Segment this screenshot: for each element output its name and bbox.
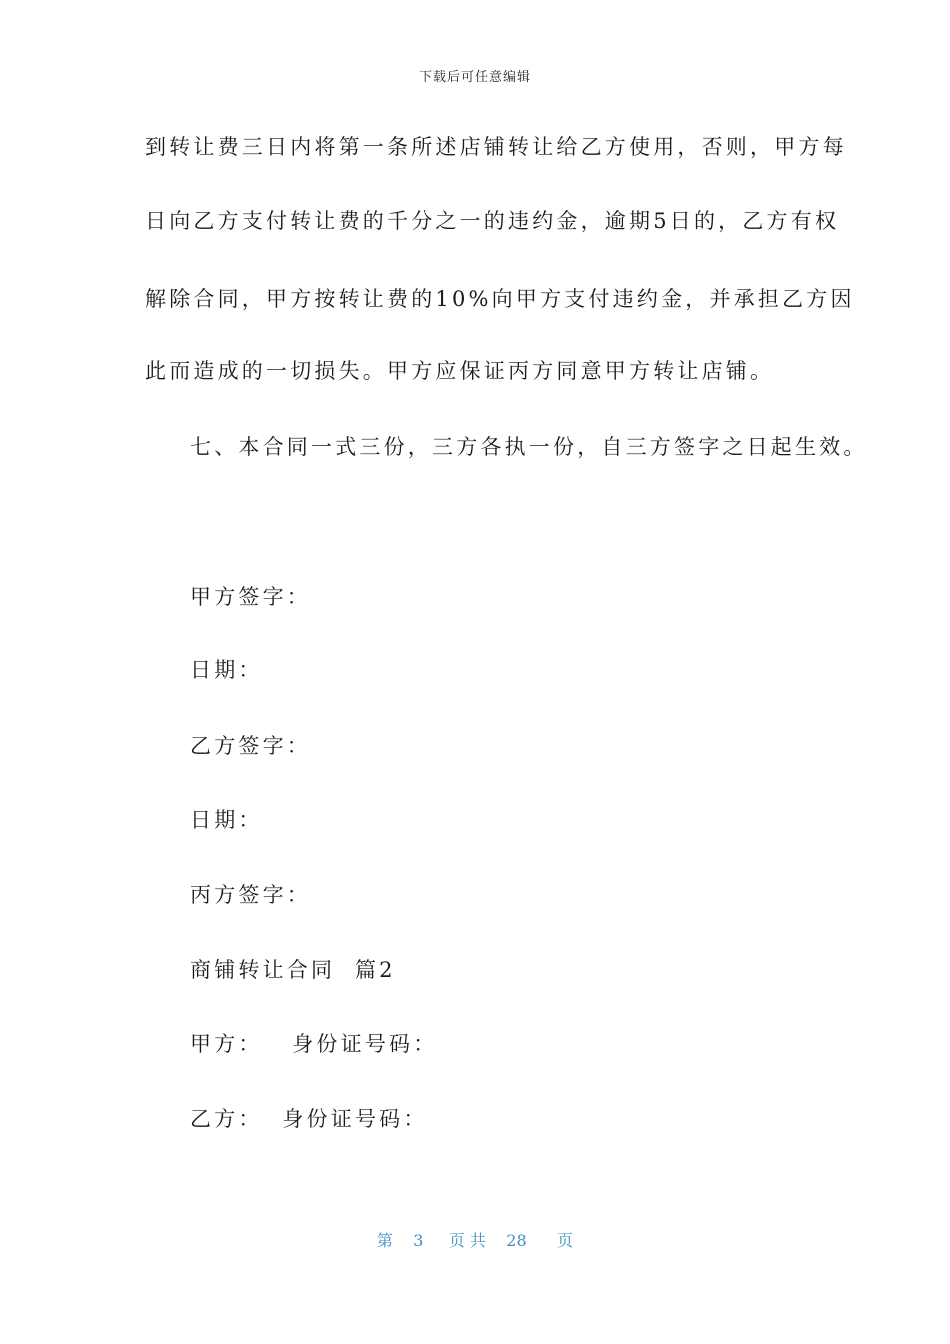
page-label-prefix: 第: [376, 1231, 393, 1250]
date-label: 日期：: [190, 808, 263, 832]
party-b-id-line: 乙方： 身份证号码：: [190, 1107, 428, 1131]
section-title: 商铺转让合同 篇2: [190, 958, 396, 982]
paragraph-line: 到转让费三日内将第一条所述店铺转让给乙方使用，否则，甲方每: [145, 135, 847, 159]
paragraph-line: 日向乙方支付转让费的千分之一的违约金，逾期5日的，乙方有权: [145, 209, 840, 233]
party-a-id-line: 甲方： 身份证号码：: [190, 1032, 438, 1056]
paragraph-line: 解除合同，甲方按转让费的10%向甲方支付违约金，并承担乙方因: [145, 287, 855, 311]
page-header-note: 下载后可任意编辑: [418, 70, 531, 85]
page-footer: [0, 1228, 950, 1251]
party-b-signature-label: 乙方签字：: [190, 734, 311, 758]
paragraph-line: 此而造成的一切损失。甲方应保证丙方同意甲方转让店铺。: [145, 359, 775, 383]
clause-seven: 七、本合同一式三份，三方各执一份，自三方签字之日起生效。: [190, 435, 868, 459]
page-label-mid: 页 共: [448, 1231, 486, 1250]
party-c-signature-label: 丙方签字：: [190, 883, 311, 907]
party-a-signature-label: 甲方签字：: [190, 585, 311, 609]
page-total: 28: [506, 1231, 527, 1250]
date-label: 日期：: [190, 658, 263, 682]
page-label-suffix: 页: [557, 1231, 574, 1250]
page-current: 3: [413, 1231, 424, 1250]
